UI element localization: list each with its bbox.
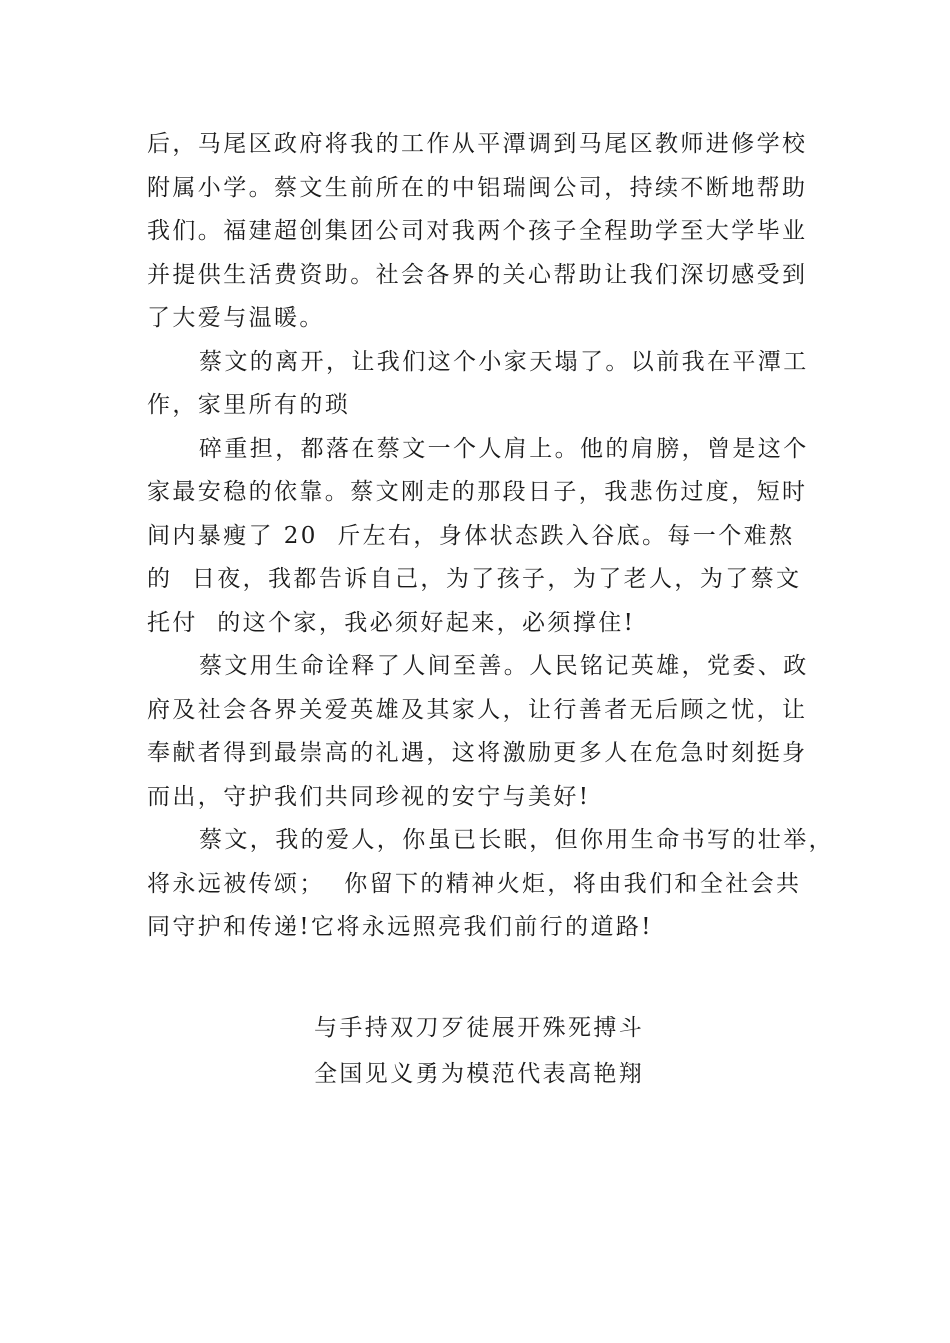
text-line: 府及社会各界关爱英雄及其家人，让行善者无后顾之忧，让 (147, 696, 808, 723)
text-line: 托付 的这个家，我必须好起来，必须撑住! (147, 609, 636, 636)
text-line: 而出，守护我们共同珍视的安宁与美好! (147, 783, 591, 810)
text-line: 附属小学。蔡文生前所在的中铝瑞闽公司，持续不断地帮助 (147, 174, 808, 201)
text-line: 蔡文，我的爱人，你虽已长眠，但你用生命书写的壮举， (199, 827, 834, 853)
signature-line-1: 与手持双刀歹徒展开殊死搏斗 (314, 1015, 645, 1041)
article-body (147, 123, 834, 950)
text-line: 间内暴瘦了 20 斤左右，身体状态跌入谷底。每一个难熬 (147, 522, 795, 549)
text-line: 作，家里所有的琐 (147, 392, 351, 418)
text-line: 将永远被传颂； 你留下的精神火炬，将由我们和全社会共 (147, 870, 802, 897)
text-line: 我们。福建超创集团公司对我两个孩子全程助学至大学毕业 (147, 218, 808, 244)
text-line: 蔡文的离开，让我们这个小家天塌了。以前我在平潭工 (199, 348, 809, 375)
signature-line-2: 全国见义勇为模范代表高艳翔 (314, 1061, 645, 1087)
text-line: 的 日夜，我都告诉自己，为了孩子，为了老人，为了蔡文 (147, 566, 802, 592)
text-line: 蔡文用生命诠释了人间至善。人民铭记英雄，党委、政 (199, 653, 809, 679)
text-line: 后，马尾区政府将我的工作从平潭调到马尾区教师进修学校 (147, 131, 808, 157)
text-line: 同守护和传递!它将永远照亮我们前行的道路! (147, 914, 653, 940)
text-line: 碎重担，都落在蔡文一个人肩上。他的肩膀，曾是这个 (199, 435, 809, 462)
text-line: 家最安稳的依靠。蔡文刚走的那段日子，我悲伤过度，短时 (147, 479, 808, 505)
text-line: 并提供生活费资助。社会各界的关心帮助让我们深切感受到 (147, 261, 808, 288)
signature-block (0, 1005, 950, 1097)
text-line: 了大爱与温暖。 (147, 305, 325, 331)
text-line: 奉献者得到最崇高的礼遇，这将激励更多人在危急时刻挺身 (147, 740, 808, 766)
